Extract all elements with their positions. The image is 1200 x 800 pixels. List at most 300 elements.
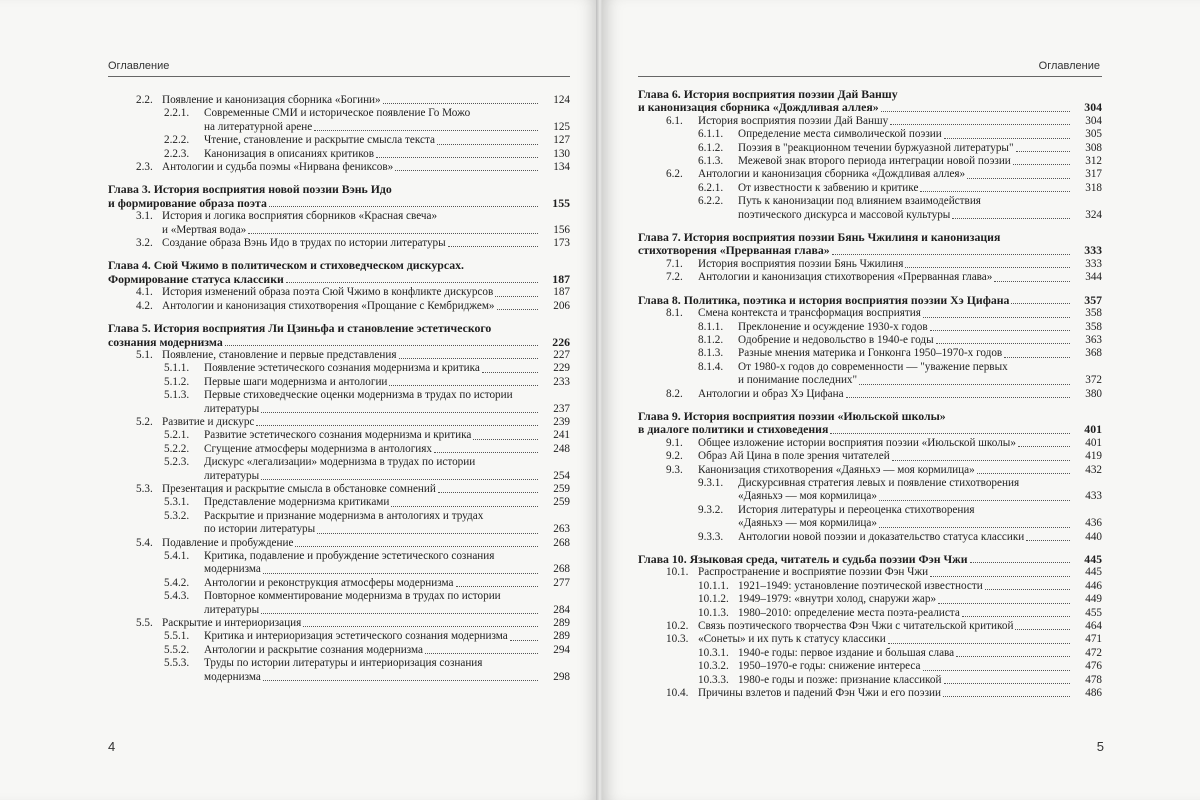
toc-line — [666, 464, 1102, 477]
toc-text-continued: и канонизация сборника «Дождливая аллея» — [638, 100, 879, 115]
toc-page-number: 298 — [553, 670, 570, 683]
toc-line-continued — [698, 374, 1102, 387]
toc-title — [698, 580, 983, 593]
toc-line-continued — [638, 101, 1102, 114]
toc-number: 5.1. — [136, 348, 153, 361]
toc-number: 6.2.2. — [698, 195, 724, 208]
toc-entry — [638, 258, 1102, 271]
toc-text: Межевой знак второго периода интеграции новой поэзии — [738, 155, 1011, 168]
toc-text: История и логика восприятия сборников «Красная свеча» — [162, 210, 438, 223]
toc-line-continued — [136, 224, 570, 237]
toc-chapter — [638, 88, 1102, 115]
toc-title — [698, 477, 1019, 489]
dot-leader — [383, 103, 538, 104]
toc-text: Дискурсивная стратегия левых и появление стихотворения — [738, 476, 1020, 489]
toc-left — [108, 94, 570, 684]
toc-page-number: 333 — [1084, 243, 1102, 258]
toc-number: 10.3.1. — [698, 646, 729, 659]
toc-number: 5.2.2. — [164, 442, 190, 455]
toc-page-number: 445 — [1084, 552, 1102, 566]
toc-text: 1950–1970-е годы: снижение интереса — [738, 660, 921, 673]
dot-leader — [395, 170, 538, 171]
toc-entry — [638, 477, 1102, 504]
toc-entry — [108, 148, 570, 161]
toc-title — [666, 687, 941, 700]
dot-leader — [389, 385, 538, 386]
toc-page-number: 155 — [552, 195, 570, 210]
toc-page-number: 445 — [1085, 566, 1102, 579]
toc-page-number: 187 — [553, 286, 570, 299]
toc-entry — [108, 237, 570, 250]
toc-line — [638, 88, 1102, 101]
toc-right — [638, 88, 1102, 700]
toc-line — [164, 443, 570, 456]
toc-title — [698, 593, 936, 606]
toc-text: Сгущение атмосферы модернизма в антологиях — [204, 442, 433, 455]
toc-number: 9.2. — [666, 450, 683, 463]
toc-line — [638, 231, 1102, 244]
toc-line — [666, 437, 1102, 450]
toc-chapter — [108, 183, 570, 210]
toc-text: Связь поэтического творчества Фэн Чжи с читательской критикой — [698, 620, 1014, 633]
toc-page-number: 289 — [553, 617, 570, 630]
toc-text: Первые шаги модернизма и антологии — [204, 375, 388, 388]
toc-text: Подавление и пробуждение — [162, 536, 294, 549]
toc-title — [666, 437, 1016, 450]
toc-line — [164, 389, 570, 402]
toc-line — [698, 674, 1102, 687]
toc-title — [164, 630, 508, 643]
toc-title — [638, 410, 1102, 423]
dot-leader — [376, 157, 538, 158]
dot-leader — [892, 460, 1070, 461]
toc-text: Развитие и дискурс — [162, 415, 255, 428]
dot-leader — [425, 653, 538, 654]
toc-number: 5.3. — [136, 482, 153, 495]
toc-text-continued: и формирование образа поэта — [108, 195, 267, 210]
toc-line — [698, 128, 1102, 141]
toc-title — [108, 259, 570, 272]
toc-text: Антологии новой поэзии и доказательство статуса классики — [738, 530, 1025, 543]
toc-entry — [108, 456, 570, 483]
toc-line — [698, 607, 1102, 620]
toc-text: Канонизация стихотворения «Даяньхэ — моя кормилица» — [698, 463, 975, 476]
toc-text: Критика и интериоризация эстетического сознания модернизма — [204, 630, 508, 643]
toc-title — [698, 647, 954, 660]
toc-text-continued: сознания модернизма — [108, 334, 223, 349]
toc-page-number: 486 — [1085, 687, 1102, 700]
toc-number: 5.4. — [136, 536, 153, 549]
toc-page-number: 229 — [553, 362, 570, 375]
toc-text: Представление модернизма критиками — [204, 496, 390, 509]
toc-number: 5.3.2. — [164, 509, 190, 522]
toc-entry — [638, 361, 1102, 388]
toc-page-number: 401 — [1085, 436, 1102, 449]
toc-entry — [108, 657, 570, 684]
toc-line — [666, 168, 1102, 181]
toc-line — [638, 553, 1102, 566]
toc-number: 6.1.1. — [698, 128, 724, 141]
toc-line — [164, 376, 570, 389]
toc-text: История восприятия поэзии Дай Ваншу — [698, 114, 889, 127]
dot-leader — [456, 586, 538, 587]
toc-page-number: 206 — [553, 299, 570, 312]
dot-leader — [832, 254, 1070, 255]
toc-line — [698, 477, 1102, 490]
dot-leader — [1015, 629, 1070, 630]
toc-number: 2.3. — [136, 161, 153, 174]
toc-title — [666, 633, 886, 646]
toc-line — [164, 644, 570, 657]
toc-line — [666, 450, 1102, 463]
toc-entry — [638, 607, 1102, 620]
right-page — [602, 0, 1200, 800]
toc-entry — [638, 168, 1102, 181]
toc-line-continued — [108, 336, 570, 349]
toc-text: 1980-е годы и позже: признание классикой — [738, 673, 942, 686]
toc-text: Критика, подавление и пробуждение эстетического сознания — [204, 550, 495, 562]
toc-entry — [108, 537, 570, 550]
toc-page-number: 277 — [553, 576, 570, 589]
dot-leader — [879, 527, 1070, 528]
toc-number: 5.5.2. — [164, 643, 190, 656]
toc-title — [164, 550, 494, 562]
dot-leader — [905, 267, 1070, 268]
toc-line — [698, 660, 1102, 673]
dot-leader — [962, 616, 1070, 617]
toc-entry — [108, 590, 570, 617]
toc-number: 5.2. — [136, 415, 153, 428]
dot-leader — [859, 384, 1070, 385]
toc-entry — [638, 620, 1102, 633]
toc-line — [698, 593, 1102, 606]
toc-page-number: 237 — [553, 402, 570, 415]
dot-leader — [956, 656, 1070, 657]
toc-page-number: 344 — [1085, 271, 1102, 284]
toc-page-number: 358 — [1085, 307, 1102, 320]
toc-entry — [638, 566, 1102, 579]
toc-entry — [638, 115, 1102, 128]
toc-title — [136, 210, 437, 222]
toc-page-number: 294 — [553, 643, 570, 656]
toc-number: 5.4.1. — [164, 550, 190, 562]
toc-title — [164, 496, 389, 509]
toc-page-number: 476 — [1085, 660, 1102, 673]
dot-leader — [830, 433, 1070, 434]
toc-page-number: 446 — [1085, 579, 1102, 592]
toc-line — [666, 633, 1102, 646]
dot-leader — [888, 643, 1070, 644]
toc-text: История литературы и переоценка стихотворения — [738, 503, 975, 516]
toc-entry — [638, 674, 1102, 687]
dot-leader — [985, 589, 1070, 590]
dot-leader — [923, 670, 1071, 671]
toc-page-number: 464 — [1085, 620, 1102, 633]
toc-text: Глава 6. История восприятия поэзии Дай Ваншу — [638, 87, 898, 101]
toc-number: 5.4.2. — [164, 576, 190, 589]
toc-entry — [638, 155, 1102, 168]
toc-line — [136, 300, 570, 313]
toc-entry — [638, 182, 1102, 195]
toc-text: Распространение и восприятие поэзии Фэн Чжи — [698, 566, 929, 579]
toc-title — [164, 362, 480, 375]
toc-page-number: 304 — [1084, 100, 1102, 115]
toc-title — [164, 510, 483, 522]
toc-line-continued — [108, 197, 570, 210]
toc-text: Поэзия в "реакционном течении буржуазной литературы" — [738, 141, 1014, 154]
dot-leader — [994, 281, 1070, 282]
toc-number: 6.1.3. — [698, 155, 724, 168]
toc-line — [666, 687, 1102, 700]
toc-number: 10.1. — [666, 566, 689, 579]
toc-title — [698, 195, 981, 207]
dot-leader — [261, 613, 538, 614]
toc-page-number: 227 — [553, 348, 570, 361]
toc-text-continued: на литературной арене — [204, 120, 313, 133]
toc-number: 5.4.3. — [164, 590, 190, 603]
toc-line — [164, 630, 570, 643]
dot-leader — [225, 345, 538, 346]
dot-leader — [391, 506, 538, 507]
toc-number: 9.3.1. — [698, 476, 724, 489]
dot-leader — [303, 626, 538, 627]
toc-number: 2.2.2. — [164, 134, 190, 147]
toc-text: Антологии и канонизация стихотворения «Прерванная глава» — [698, 271, 993, 284]
toc-entry — [108, 630, 570, 643]
toc-title — [698, 142, 1014, 155]
toc-text: Дискурс «легализации» модернизма в трудах по истории — [204, 456, 476, 469]
toc-number: 10.1.3. — [698, 606, 729, 619]
toc-entry — [108, 300, 570, 313]
toc-page-number: 372 — [1085, 374, 1102, 387]
toc-title — [136, 617, 301, 630]
dot-leader — [943, 696, 1070, 697]
toc-line — [698, 361, 1102, 374]
toc-title — [638, 553, 968, 566]
toc-entry — [638, 580, 1102, 593]
toc-title — [666, 258, 903, 271]
toc-page-number: 449 — [1085, 593, 1102, 606]
toc-title — [164, 577, 454, 590]
toc-entry — [638, 660, 1102, 673]
page-number: 4 — [108, 739, 116, 754]
toc-entry — [638, 128, 1102, 141]
toc-number: 10.1.2. — [698, 593, 729, 606]
toc-text: Смена контекста и трансформация восприятия — [698, 307, 921, 320]
toc-text: Глава 10. Языковая среда, читатель и судьба поэзии Фэн Чжи — [638, 552, 968, 566]
toc-text: От известности к забвению и критике — [738, 181, 919, 194]
toc-entry — [638, 593, 1102, 606]
toc-entry — [638, 450, 1102, 463]
toc-number: 9.3. — [666, 463, 683, 476]
toc-text: Одобрение и недовольство в 1940-е годы — [738, 333, 934, 346]
running-head: Оглавление — [108, 60, 170, 72]
toc-text: От 1980-х годов до современности — "уважение первых — [738, 360, 1008, 373]
toc-chapter — [638, 294, 1102, 307]
toc-entry — [108, 644, 570, 657]
toc-entry — [638, 321, 1102, 334]
toc-number: 5.1.3. — [164, 389, 190, 402]
toc-text: Канонизация в описаниях критиков — [204, 147, 374, 160]
toc-entry — [108, 134, 570, 147]
toc-entry — [108, 389, 570, 416]
dot-leader — [248, 233, 538, 234]
toc-text-continued: литературы — [204, 469, 260, 482]
toc-page-number: 248 — [553, 442, 570, 455]
toc-title — [164, 107, 470, 119]
toc-page-number: 254 — [553, 469, 570, 482]
toc-page-number: 317 — [1085, 168, 1102, 181]
toc-page-number: 312 — [1085, 155, 1102, 168]
toc-line — [698, 142, 1102, 155]
dot-leader — [923, 317, 1070, 318]
toc-line — [164, 362, 570, 375]
toc-text: Чтение, становление и раскрытие смысла текста — [204, 134, 435, 147]
toc-line — [666, 115, 1102, 128]
toc-number: 3.1. — [136, 210, 153, 223]
dot-leader — [930, 330, 1070, 331]
toc-page-number: 259 — [553, 496, 570, 509]
toc-line — [698, 531, 1102, 544]
toc-number: 2.2. — [136, 94, 153, 106]
toc-text: Появление эстетического сознания модернизма и критика — [204, 362, 480, 375]
toc-line — [638, 410, 1102, 423]
toc-page-number: 455 — [1085, 606, 1102, 619]
toc-line — [136, 617, 570, 630]
toc-number: 8.2. — [666, 387, 683, 400]
toc-title — [136, 94, 381, 107]
toc-entry — [638, 647, 1102, 660]
dot-leader — [437, 144, 538, 145]
toc-entry — [108, 617, 570, 630]
dot-leader — [1026, 540, 1070, 541]
toc-line-continued — [164, 604, 570, 617]
toc-page-number: 472 — [1085, 646, 1102, 659]
dot-leader — [434, 452, 538, 453]
toc-line — [136, 286, 570, 299]
toc-text: 1980–2010: определение места поэта-реалиста — [738, 606, 960, 619]
toc-line — [666, 566, 1102, 579]
toc-page-number: 233 — [553, 375, 570, 388]
toc-page-number: 433 — [1085, 490, 1102, 503]
toc-text: Труды по истории литературы и интериоризация сознания — [204, 657, 483, 670]
toc-page-number: 289 — [553, 630, 570, 643]
toc-text: Образ Ай Цина в поле зрения читателей — [698, 450, 890, 463]
toc-title — [698, 531, 1024, 544]
toc-line — [698, 647, 1102, 660]
toc-number: 5.5. — [136, 617, 153, 630]
toc-line — [136, 483, 570, 496]
toc-line-continued — [638, 244, 1102, 257]
toc-line — [638, 294, 1102, 307]
dot-leader — [938, 603, 1070, 604]
toc-page-number: 436 — [1085, 517, 1102, 530]
toc-chapter — [108, 322, 570, 349]
toc-line-continued — [164, 470, 570, 483]
dot-leader — [967, 178, 1070, 179]
dot-leader — [495, 296, 538, 297]
toc-text: История изменений образа поэта Сюй Чжимо в конфликте дискурсов — [162, 286, 494, 299]
running-head: Оглавление — [1038, 60, 1100, 72]
toc-page-number: 432 — [1085, 463, 1102, 476]
dot-leader — [930, 576, 1070, 577]
toc-chapter — [638, 553, 1102, 566]
toc-page-number: 156 — [553, 223, 570, 236]
toc-title — [108, 183, 570, 196]
toc-text: Общее изложение истории восприятия поэзии «Июльской школы» — [698, 436, 1016, 449]
dot-leader — [261, 412, 538, 413]
toc-page-number: 478 — [1085, 673, 1102, 686]
dot-leader — [920, 191, 1070, 192]
dot-leader — [473, 439, 538, 440]
toc-title — [638, 88, 1102, 101]
toc-entry — [108, 483, 570, 496]
toc-number: 9.3.2. — [698, 503, 724, 516]
toc-entry — [108, 577, 570, 590]
toc-entry — [638, 687, 1102, 700]
toc-line-continued — [164, 403, 570, 416]
toc-line — [164, 456, 570, 469]
toc-number: 8.1.1. — [698, 320, 724, 333]
dot-leader — [256, 425, 538, 426]
dot-leader — [1004, 357, 1070, 358]
dot-leader — [952, 218, 1070, 219]
toc-text: Глава 8. Политика, поэтика и история восприятия поэзии Хэ Цифана — [638, 292, 1010, 307]
toc-number: 6.2.1. — [698, 181, 724, 194]
dot-leader — [482, 372, 538, 373]
toc-text-continued: стихотворения «Прерванная глава» — [638, 243, 830, 258]
toc-number: 3.2. — [136, 237, 153, 250]
toc-page-number: 268 — [553, 563, 570, 576]
toc-entry — [108, 510, 570, 537]
toc-line — [698, 334, 1102, 347]
dot-leader — [1016, 151, 1070, 152]
toc-line-continued — [698, 209, 1102, 222]
toc-line-continued — [108, 273, 570, 286]
header-rule — [638, 76, 1102, 77]
toc-page-number: 127 — [553, 134, 570, 147]
toc-text: Появление и канонизация сборника «Богини» — [162, 94, 381, 106]
toc-title — [136, 416, 254, 429]
dot-leader — [263, 680, 538, 681]
toc-text: Развитие эстетического сознания модернизма и критика — [204, 429, 472, 442]
toc-text: «Сонеты» и их путь к статусу классики — [698, 633, 886, 646]
toc-chapter — [638, 231, 1102, 258]
toc-line — [698, 182, 1102, 195]
toc-line — [164, 107, 570, 120]
toc-entry — [638, 195, 1102, 222]
dot-leader — [269, 206, 538, 207]
toc-text: Глава 3. История восприятия новой поэзии Вэнь Идо — [108, 182, 392, 197]
dot-leader — [295, 546, 538, 547]
toc-line — [108, 183, 570, 196]
toc-number: 8.1.3. — [698, 347, 724, 360]
toc-entry — [638, 464, 1102, 477]
toc-line — [698, 321, 1102, 334]
header-rule — [108, 76, 570, 77]
toc-line — [666, 620, 1102, 633]
toc-page-number: 263 — [553, 523, 570, 536]
toc-text: Разные мнения материка и Гонконга 1950–1970-х годов — [738, 347, 1003, 360]
toc-number: 4.2. — [136, 299, 153, 312]
toc-title — [164, 644, 423, 657]
toc-page-number: 305 — [1085, 128, 1102, 141]
toc-entry — [638, 388, 1102, 401]
toc-text-continued: «Даяньхэ — моя кормилица» — [738, 490, 877, 503]
toc-line-continued — [638, 423, 1102, 436]
toc-line-continued — [164, 671, 570, 684]
toc-page-number: 239 — [553, 415, 570, 428]
